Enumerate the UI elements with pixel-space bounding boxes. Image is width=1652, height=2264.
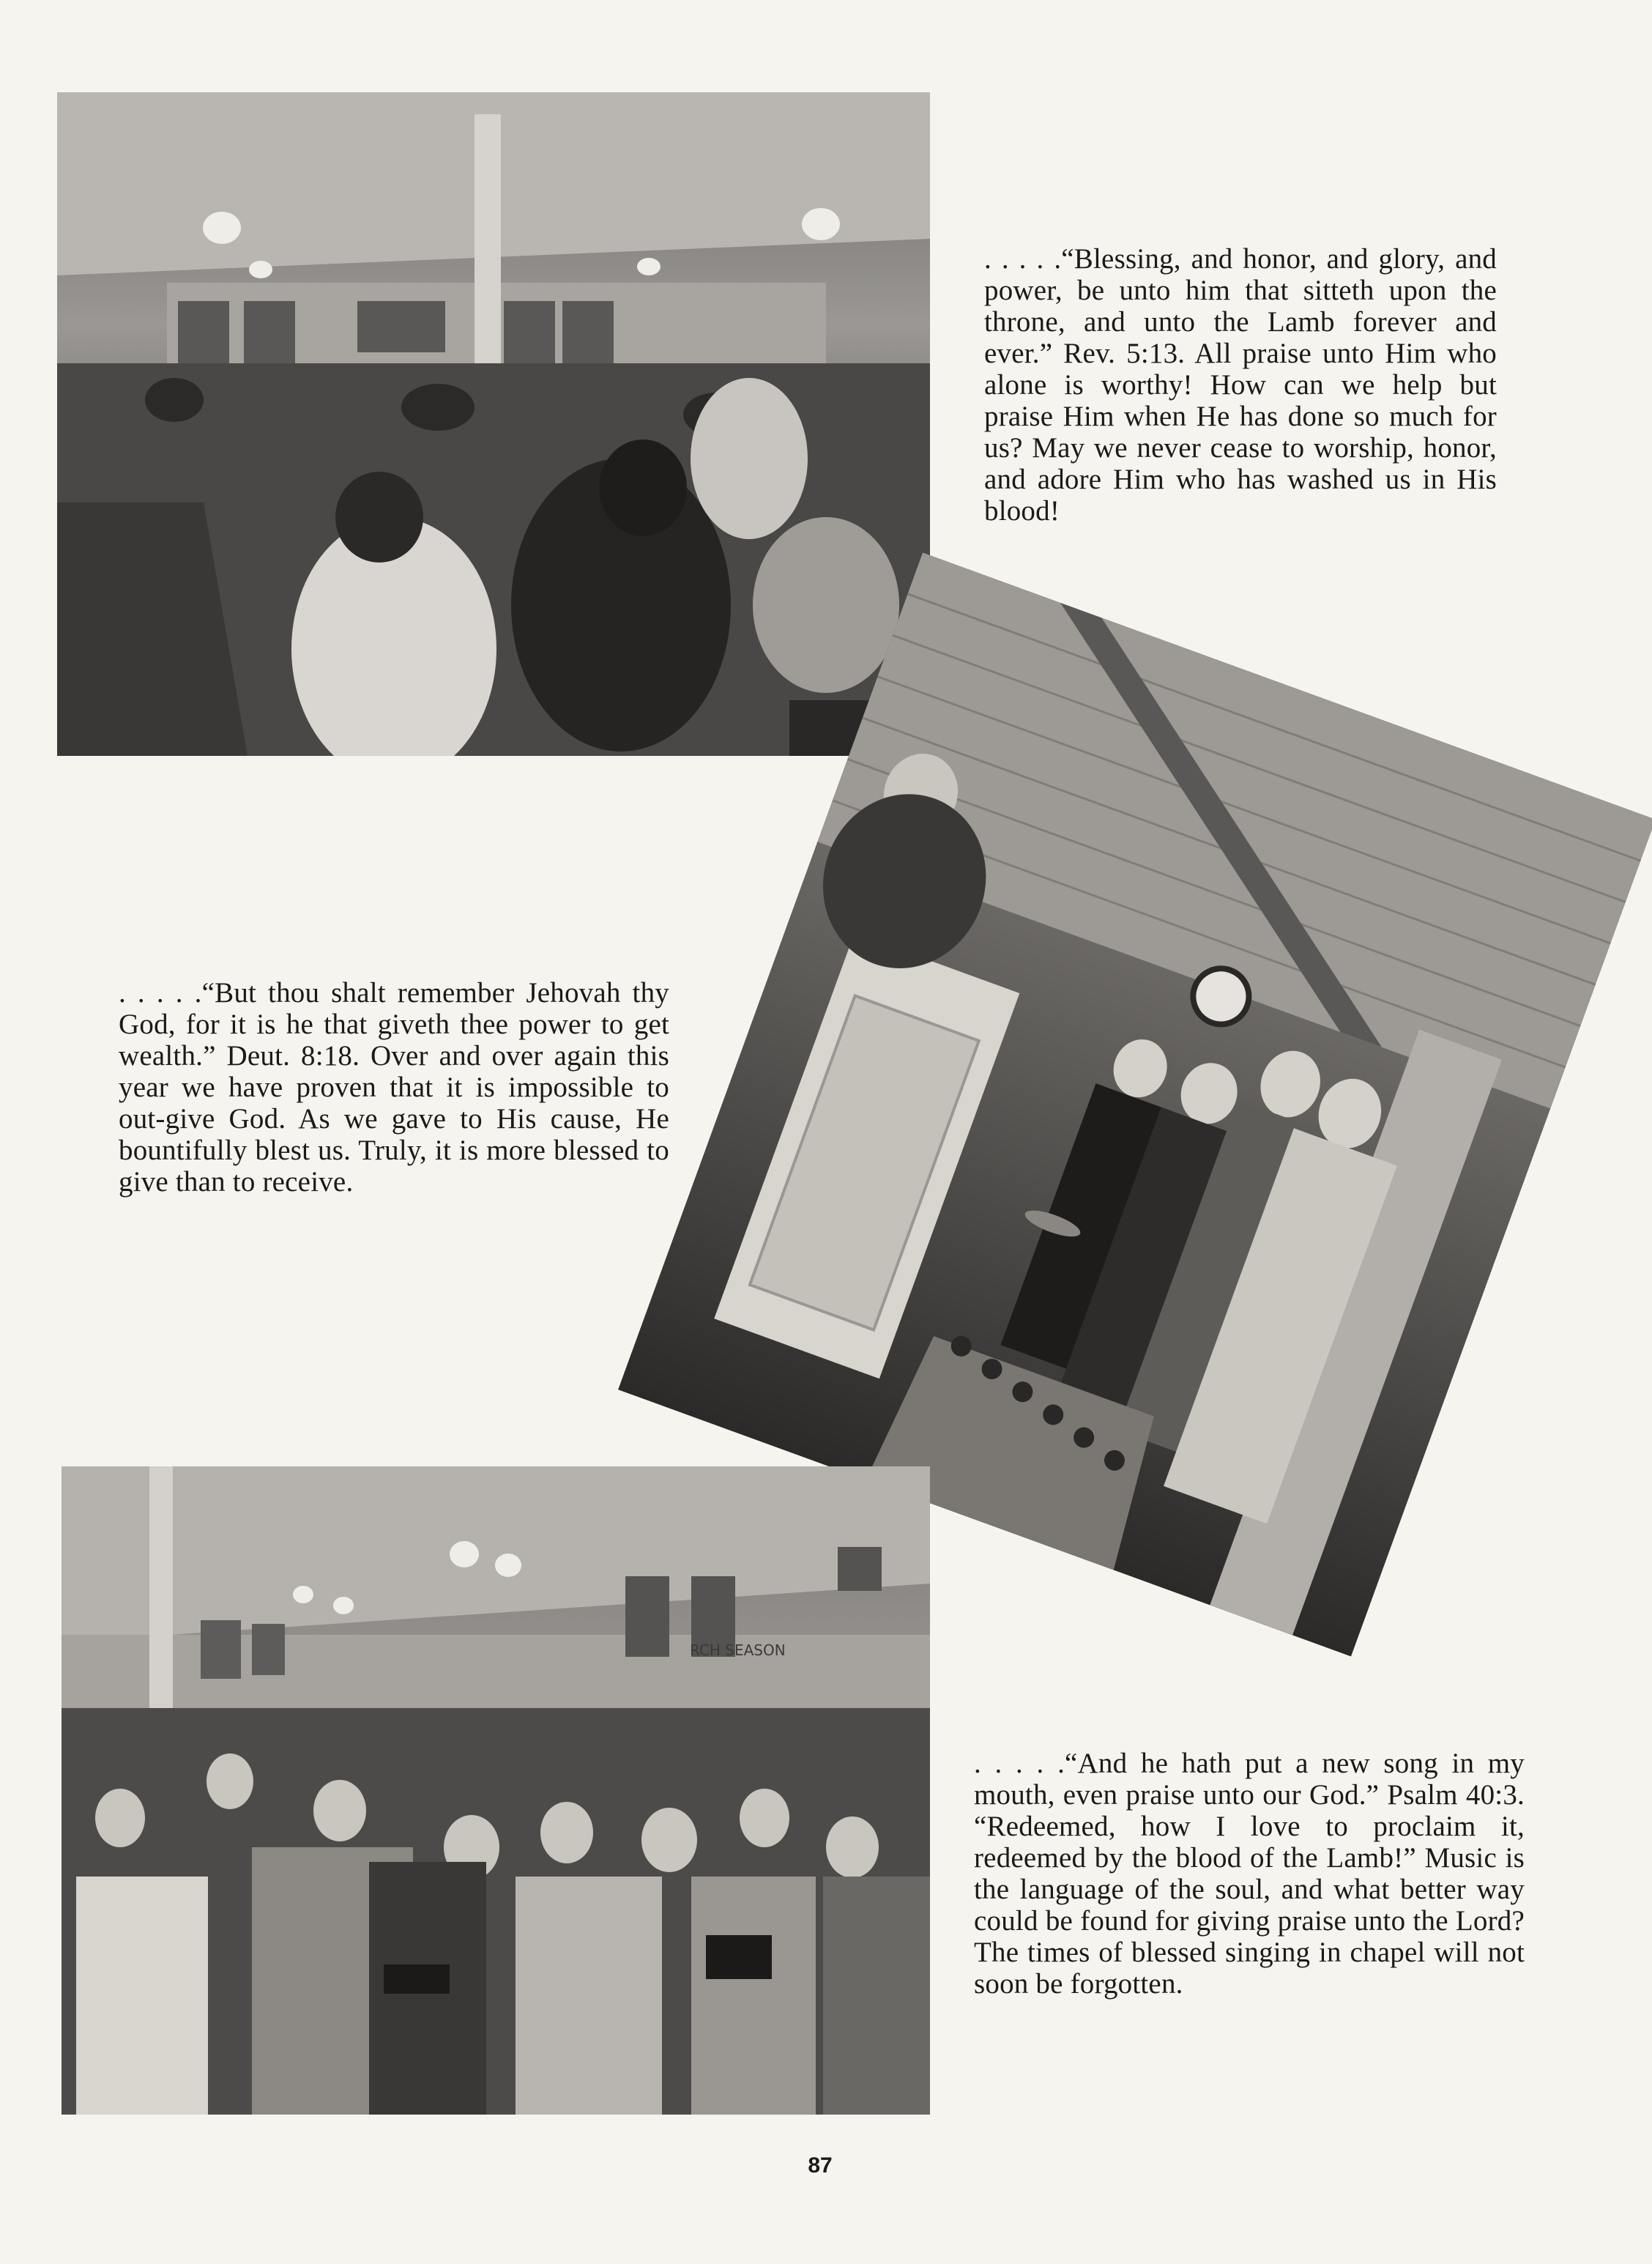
caption-text: . . . . .“And he hath put a new song in my mouth, even praise unto our God.” Psalm 40:3. “Redeemed, how I love to proclaim it, redeemed by the blood of the Lamb!” Music is the language of the soul, and what better way could be found for giving praise unto the Lord? The times of blessed singing in chapel will not soon be forgotten. bbox=[974, 1748, 1525, 2000]
caption-text: . . . . .“Blessing, and honor, and glory, and power, be unto him that sitteth upon the throne, and unto the Lamb forever and ever.” Rev. 5:13. All praise unto Him who alone is worthy! How can we help but praise Him when He has done so much for us? May we never cease to worship, honor, and adore Him who has washed us in His blood! bbox=[984, 243, 1497, 527]
wall-sign-text: RCH SEASON bbox=[690, 1641, 786, 1659]
caption-new-song bbox=[974, 1748, 1525, 2000]
caption-text: . . . . .“But thou shalt remember Jehovah thy God, for it is he that giveth thee power to get wealth.” Deut. 8:18. Over and over again this year we have proven that it is impossible to out-give God. As we gave to His cause, He bountifully blest us. Truly, it is more blessed to give than to receive. bbox=[119, 977, 669, 1198]
chapel-prayer-photo bbox=[57, 92, 930, 756]
caption-remember-jehovah bbox=[119, 977, 669, 1198]
page-number: 87 bbox=[808, 2153, 833, 2178]
caption-blessing-and-honor bbox=[984, 243, 1497, 527]
chapel-singing-photo bbox=[62, 1466, 930, 2115]
